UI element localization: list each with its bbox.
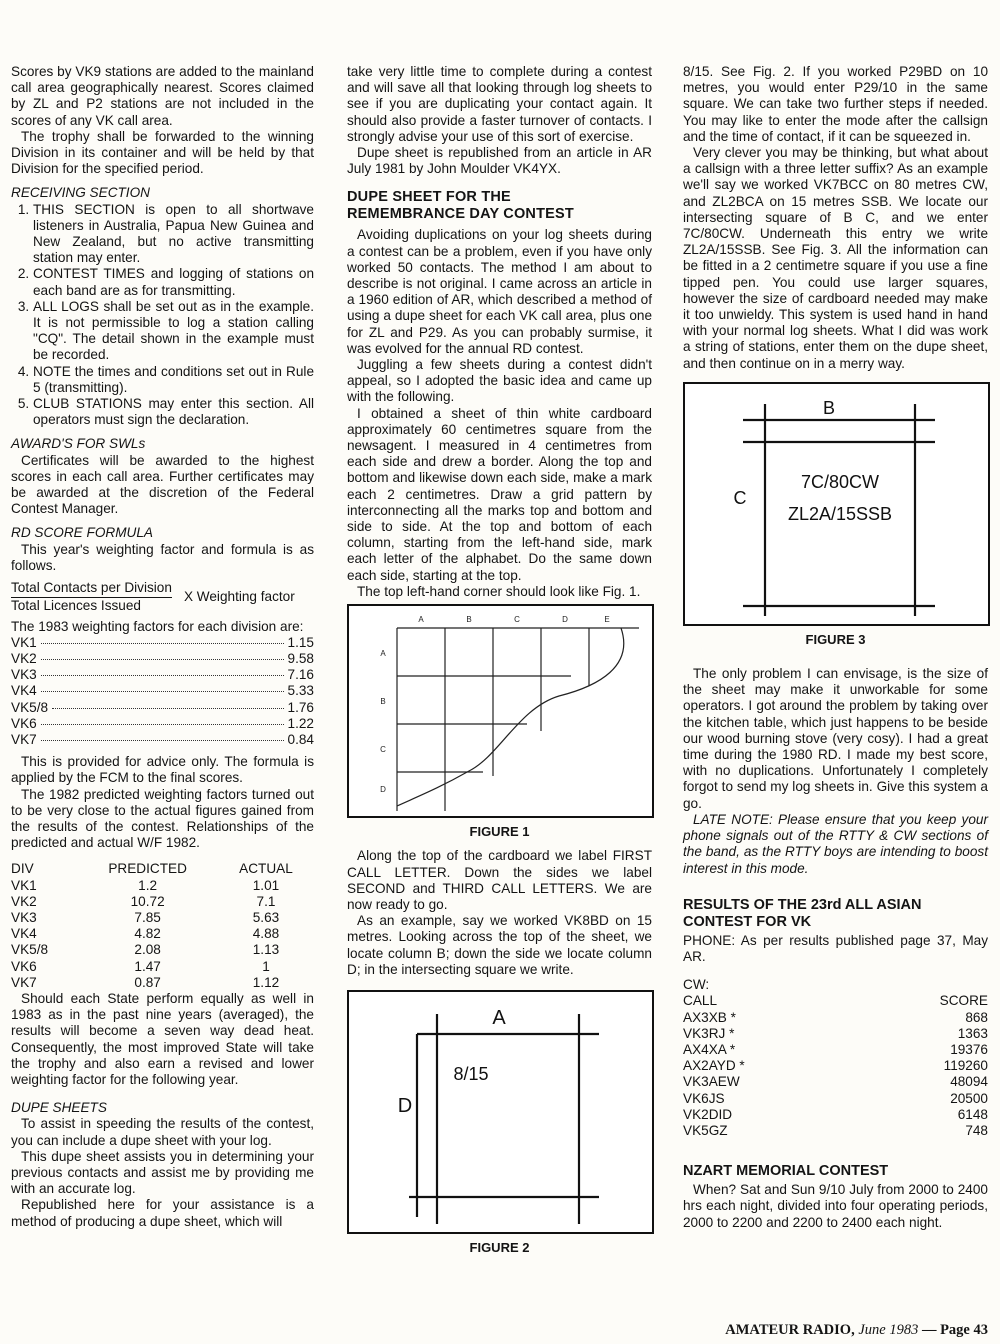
factor-row [11, 651, 314, 667]
factor-value: 9.58 [287, 650, 314, 666]
factor-row [11, 683, 314, 699]
predicted-actual-table [11, 861, 314, 991]
factors-intro: The 1983 weighting factors for each division are: [11, 618, 304, 634]
score-cell: 748 [965, 1122, 988, 1138]
table-cell: VK6 [11, 958, 37, 974]
receiving-rule-4: 4. NOTE the times and conditions set out in Rule 5 (transmitting). [33, 364, 314, 396]
figure-3-entry-1: 7C/80CW [800, 471, 880, 492]
call-cell: AX4XA * [683, 1041, 736, 1057]
table-row [11, 975, 314, 991]
factor-value: 5.33 [287, 683, 314, 699]
table-cell: VK7 [11, 974, 37, 990]
awards-paragraph: Certificates will be awarded to the highest scores in each call area. Further certificates may be awarded at the discretion of the Federal Contest Manager. [11, 452, 314, 517]
call-cell: VK3RJ * [683, 1025, 735, 1041]
formula-denominator: Total Licences Issued [11, 598, 141, 614]
factor-row [11, 700, 314, 716]
factor-division: VK1 [11, 634, 37, 650]
figure-2-caption: FIGURE 2 [469, 1239, 530, 1255]
predicted-paragraph: The 1982 predicted weighting factors turned out to be very close to the actual figures gained from the results of the contest. Relationships of the predicted and actual W/F 1982. [11, 786, 314, 851]
magazine-name: AMATEUR RADIO, [725, 1322, 855, 1338]
table-cell: 7.1 [256, 893, 276, 909]
article-paragraph-4: The top left-hand corner should look like Fig. 1. [357, 583, 641, 599]
results-heading-line-1: RESULTS OF THE 23rd ALL ASIAN [683, 896, 922, 913]
figure-2-column-label: A [492, 1006, 506, 1029]
column-header: SCORE [939, 993, 988, 1009]
dupe-paragraph-1: To assist in speeding the results of the contest, you can include a dupe sheet with your log. [11, 1116, 314, 1148]
figure-1-grid [349, 606, 652, 816]
table-cell: 4.88 [252, 926, 280, 942]
receiving-rules-list [11, 202, 314, 429]
table-row [11, 942, 314, 958]
page-footer [725, 1322, 988, 1339]
issue-date: June 1983 [858, 1322, 919, 1338]
table-header-row [11, 861, 314, 877]
column-1 [11, 64, 314, 1230]
phone-results-paragraph: PHONE: As per results published page 37, May AR. [683, 932, 988, 964]
factor-value: 0.84 [287, 731, 314, 747]
figure-1-col-label: B [466, 615, 472, 625]
table-cell: 7.85 [134, 909, 161, 925]
figure-2-square [349, 992, 652, 1232]
table-row [683, 1107, 988, 1123]
figure-1 [347, 604, 654, 818]
late-note: LATE NOTE: Please ensure that you keep your phone signals out of the RTTY & CW sections of the band, as the RTTY boys are intending to boost interest in this mode. [683, 811, 988, 876]
table-row [683, 1091, 988, 1107]
intro-paragraph-1: Scores by VK9 stations are added to the mainland call area geographically nearest. Scores claimed by ZL and P2 stations are not included in the scores of any VK call area. [11, 64, 314, 128]
column-header: DIV [11, 861, 34, 877]
nzart-heading: NZART MEMORIAL CONTEST [683, 1163, 889, 1180]
receiving-rule-5: 5. CLUB STATIONS may enter this section. All operators must sign the declaration. [33, 396, 314, 428]
formula-heading: RD SCORE FORMULA [11, 525, 153, 541]
table-cell: 10.72 [130, 893, 165, 909]
table-row [11, 959, 314, 975]
figure-3 [683, 382, 990, 626]
article-paragraph-8: Very clever you may be thinking, but what about a callsign with a three letter suffix? As an example we'll say we worked VK7BCC on 80 metres CW, and ZL2BCA on 15 metres SSB. We locate our intersecting square of B C, and we enter 7C/80CW. Underneath this entry we write ZL2A/15SSB. See Fig. 3. All the information can be fitted in a 2 centimetre square if you use a fine tipped pen. You could use larger squares, however the size of cardboard needed may make it too unwieldy. This system is used hand in hand with your normal log sheets. What I did was work a string of stations, enter them on the dupe sheet, and then continue on in a merry way. [683, 145, 988, 371]
advice-paragraph: This is provided for advice only. The formula is applied by the FCM to the final scores. [11, 754, 314, 786]
column-header: ACTUAL [239, 861, 293, 877]
table-row [11, 894, 314, 910]
article-title-line-2: REMEMBRANCE DAY CONTEST [347, 206, 574, 223]
table-cell: 4.82 [134, 926, 161, 942]
table-row [11, 926, 314, 942]
article-paragraph-9: The only problem I can envisage, is the size of the sheet may make it unworkable for some operators. I got around the problem by taking over the kitchen table, which just happens to be beside our wood burning stove (very cosy). I had a great time during the 1980 RD. I made my best score, with no duplications. Unfortunately I completely forgot to send my log sheets in. Give this system a go. [683, 666, 988, 811]
dupe-paragraph-3: Republished here for your assistance is a method of producing a dupe sheet, which will [11, 1197, 314, 1229]
table-cell: VK4 [11, 926, 37, 942]
factor-value: 1.22 [287, 715, 314, 731]
awards-heading: AWARD'S FOR SWLs [11, 436, 146, 452]
figure-3-column-label: B [822, 397, 836, 418]
factor-division: VK2 [11, 650, 37, 666]
equal-paragraph: Should each State perform equally as well in 1983 as in the past nine years (averaged), the results will become a seven way dead heat. Consequently, the most improved State will take the trophy and also earn a revised and lower weighting factor for the following year. [11, 990, 314, 1087]
republished-note: Dupe sheet is republished from an article in AR July 1981 by John Moulder VK4YX. [347, 145, 652, 177]
table-cell: 1.01 [252, 877, 280, 893]
table-cell: VK5/8 [11, 942, 49, 958]
factor-row [11, 667, 314, 683]
call-cell: VK2DID [683, 1106, 733, 1122]
table-cell: VK2 [11, 893, 37, 909]
article-paragraph-2: Juggling a few sheets during a contest didn't appeal, so I adopted the basic idea and came up with the following. [347, 357, 652, 405]
score-cell: 1363 [957, 1025, 988, 1041]
factor-division: VK6 [11, 715, 37, 731]
results-heading [683, 897, 988, 931]
call-cell: VK3AEW [683, 1074, 740, 1090]
table-header-row [683, 993, 988, 1009]
call-cell: AX3XB * [683, 1009, 736, 1025]
column-header: PREDICTED [108, 861, 187, 877]
table-cell: VK1 [11, 877, 37, 893]
dupe-sheets-heading: DUPE SHEETS [11, 1100, 107, 1116]
score-cell: 868 [965, 1009, 988, 1025]
weighting-factor-list [11, 635, 314, 748]
figure-1-row-label: B [380, 697, 386, 707]
score-cell: 119260 [943, 1058, 988, 1074]
call-cell: VK6JS [683, 1090, 725, 1106]
results-heading-line-2: CONTEST FOR VK [683, 913, 812, 930]
table-cell: VK3 [11, 909, 37, 925]
figure-1-col-label: C [514, 615, 520, 625]
factor-row [11, 716, 314, 732]
formula-paragraph: This year's weighting factor and formula is as follows. [11, 541, 314, 573]
score-cell: 19376 [950, 1041, 988, 1057]
article-paragraph-5: Along the top of the cardboard we label FIRST CALL LETTER. Down the sides we label SECOND and THIRD CALL LETTERS. We are now ready to go. [347, 848, 652, 912]
score-cell: 6148 [957, 1106, 988, 1122]
continued-paragraph: take very little time to complete during a contest and will save all that looking through log sheets to see if you are duplicating your contact again. It should also provide a faster turnover of contacts. I strongly advise your use of this sort of exercise. [347, 64, 652, 144]
article-paragraph-3: I obtained a sheet of thin white cardboard approximately 60 centimetres square from the newsagent. I measured in 4 centimetres from each side and drew a border. Along the top and bottom and likewise down each side, make a mark each 2 centimetres. Draw a grid pattern by interconnecting all the marks top and bottom and side to side. At the top and bottom of each column, starting from the left-hand side, mark each letter of the alphabet. Do the same down each side, starting at the top. [347, 405, 652, 583]
formula-fraction [11, 580, 172, 614]
score-formula [11, 580, 314, 614]
table-cell: 1.13 [252, 942, 280, 958]
factor-division: VK7 [11, 731, 37, 747]
cw-results-table [683, 993, 988, 1139]
table-cell: 1.12 [252, 974, 280, 990]
figure-2-entry: 8/15 [453, 1063, 489, 1084]
factor-value: 1.15 [287, 634, 314, 650]
figure-1-row-label: C [380, 745, 386, 755]
factor-row [11, 732, 314, 748]
nzart-paragraph: When? Sat and Sun 9/10 July from 2000 to 2400 hrs each night, divided into four operating periods, 2000 to 2200 and 2200 to 2400 each night. [683, 1182, 988, 1230]
figure-3-entry-2: ZL2A/15SSB [787, 503, 893, 524]
score-cell: 20500 [950, 1090, 988, 1106]
table-cell: 1 [262, 958, 270, 974]
column-2 [347, 64, 652, 1256]
table-row [683, 1123, 988, 1139]
call-cell: VK5GZ [683, 1122, 728, 1138]
table-row [683, 1042, 988, 1058]
call-cell: AX2AYD * [683, 1058, 745, 1074]
cw-label: CW: [683, 977, 710, 993]
receiving-rule-3: 3. ALL LOGS shall be set out as in the example. It is not permissible to log a station calling "CQ". The detail shown in the example must be recorded. [33, 299, 314, 364]
receiving-section-heading: RECEIVING SECTION [11, 185, 150, 201]
figure-3-row-label: C [733, 487, 747, 508]
article-title [347, 189, 652, 223]
table-row [683, 1074, 988, 1090]
formula-multiplier: X Weighting factor [183, 589, 295, 605]
figure-1-row-label: D [380, 785, 386, 795]
table-cell: 1.2 [138, 877, 158, 893]
article-paragraph-1: Avoiding duplications on your log sheets during a contest can be a problem, even if you have only worked 50 contacts. The method I am about to describe is not original. I came across an article in a 1960 edition of AR, which described a method of using a dupe sheet for each VK call area, plus one for ZL and P29. As you can probably surmise, it was evolved for the annual RD contest. [347, 227, 652, 356]
article-title-line-1: DUPE SHEET FOR THE [347, 189, 511, 206]
table-row [11, 910, 314, 926]
figure-1-row-label: A [380, 649, 386, 659]
column-3 [683, 64, 988, 1231]
table-row [11, 878, 314, 894]
factor-division: VK5/8 [11, 699, 49, 715]
article-paragraph-6: As an example, say we worked VK8BD on 15 metres. Looking across the top of the sheet, we locate column B; down the side we locate column D; in the intersecting square we write. [347, 913, 652, 977]
table-cell: 2.08 [134, 942, 161, 958]
factor-row [11, 635, 314, 651]
figure-1-col-label: A [418, 615, 424, 625]
figure-3-caption: FIGURE 3 [805, 631, 866, 647]
factor-division: VK4 [11, 683, 37, 699]
receiving-rule-1: 1. THIS SECTION is open to all shortwave listeners in Australia, Papua New Guinea and New Zealand, but no active transmitting station may enter. [33, 202, 314, 267]
table-cell: 1.47 [134, 958, 161, 974]
figure-2 [347, 990, 654, 1234]
table-cell: 0.87 [134, 974, 161, 990]
dupe-paragraph-2: This dupe sheet assists you in determining your previous contacts and assist me by providing me with an accurate log. [11, 1148, 314, 1197]
intro-paragraph-2: The trophy shall be forwarded to the winning Division in its container and will be held by that Division for the specified period. [11, 128, 314, 177]
column-header: CALL [683, 993, 718, 1009]
figure-1-caption: FIGURE 1 [469, 824, 530, 840]
factor-value: 1.76 [287, 699, 314, 715]
factor-value: 7.16 [287, 667, 314, 683]
figure-2-row-label: D [397, 1094, 413, 1117]
factor-division: VK3 [11, 667, 37, 683]
formula-numerator: Total Contacts per Division [11, 580, 172, 598]
figure-1-col-label: E [604, 615, 610, 625]
table-cell: 5.63 [252, 909, 280, 925]
page-number: — Page 43 [921, 1322, 988, 1338]
table-row [683, 1058, 988, 1074]
article-paragraph-7: 8/15. See Fig. 2. If you worked P29BD on 10 metres, you would enter P29/10 in the same square. We can take two further steps if needed. You may like to enter the mode after the callsign and the time of contact, if it can be squeezed in. [683, 64, 988, 144]
figure-3-square [685, 384, 988, 624]
table-row [683, 1010, 988, 1026]
table-row [683, 1026, 988, 1042]
receiving-rule-2: 2. CONTEST TIMES and logging of stations on each band are as for transmitting. [33, 266, 314, 298]
figure-1-col-label: D [562, 615, 568, 625]
score-cell: 48094 [950, 1074, 988, 1090]
